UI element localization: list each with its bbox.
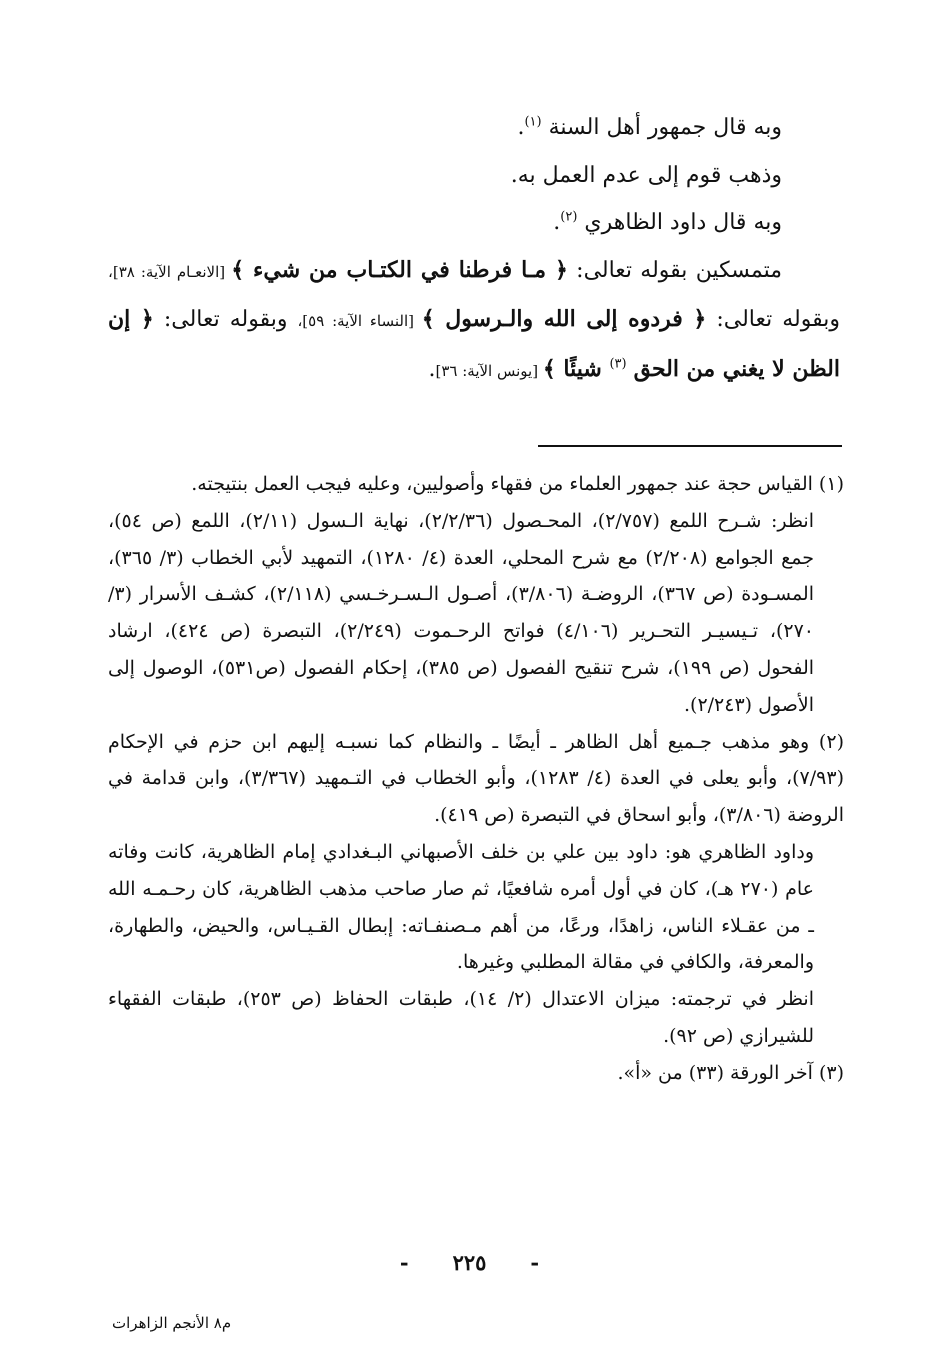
page-number-dash-left: - [399,1250,409,1275]
quran-quote-2: ﴿ فردوه إلى الله والـرسول ﴾ [421,306,707,332]
footnote-2-biography: وداود الظاهري هو: داود بين علي بن خلف الأصبهاني البـغدادي إمام الظاهرية، كانت وفاته عام (٢٧٠ هـ)، كان في أول أمره شافعيًا، ثم صار صاحب مذهب الظاهرية، كان رحـمـه الله ـ من عقـلاء الناس، زاهدًا، ورعًا، من أهم مـصنفـاته: إبطال القـيـاس، والحيض، والطهارة، والمعرفة، والكافي في مقالة المطلبي وغيرها. [108,840,814,974]
footnote-2: (٢) وهو مذهب جـميع أهل الظاهر ـ أيضًا ـ والنظام كما نسبـه إليهم ابن حزم في الإحكام (٧/٩٣)، وأبو يعلى في العدة (٤/ ١٢٨٣)، وأبو الخطاب في التـمهيد (٣/٣٦٧)، وابن قدامة في الروضة (٣/٨٠٦)، وأبو اسحاق في التبصرة (ص ٤١٩). [108,730,844,827]
page-number [0,1250,939,1275]
page-number-dash-right: - [530,1250,540,1275]
main-line-2: وذهب قوم إلى عدم العمل به. [510,162,782,188]
footnote-2-sources: انظر في ترجمته: ميزان الاعتدال (٢/ ١٤)، طبقات الحفاظ (ص ٢٥٣)، طبقات الفقهاء للشيرازي (ص ٩٢). [108,988,814,1047]
main-text [108,104,840,395]
footnotes [108,466,844,1092]
footnote-mark-1[interactable]: (١) [524,114,542,130]
printer-signature: م٨ الأنجم الزاهرات [112,1314,232,1332]
footnote-1: (١) القياس حجة عند جمهور العلماء من فقهاء وأصوليين، وعليه فيجب العمل بنتيجته. [191,473,844,495]
main-line-1: وبه قال جمهور أهل السنة $^{(١)}$. [517,114,782,140]
footnote-1-references: انظر: شـرح اللمع (٢/٧٥٧)، المحـصول (٢/٢/٣٦)، نهاية الـسول (٢/١١)، اللمع (ص ٥٤)، جمع الجوامع (٢/٢٠٨) مع شرح المحلي، العدة (٤/ ١٢٨٠)، التمهيد لأبي الخطاب (٣/ ٣٦٥)، المسـودة (ص ٣٦٧)، الروضـة (٣/٨٠٦)، أصـول الـسـرخـسي (٢/١١٨)، كشـف الأسرار (٣/ ٢٧٠)، تـيسيـر التحـرير (٤/١٠٦) فواتح الرحـموت (٢/٢٤٩)، التبصرة (ص ٤٢٤)، ارشاد الفحول (ص ١٩٩)، شرح تنقيح الفصول (ص ٣٨٥)، إحكام الفصول (ص٥٣١)، الوصول إلى الأصول (٢/٢٤٣). [108,509,815,716]
quran-quote-1: ﴿ مـا فرطنا في الكتـاب من شيء ﴾ [231,256,568,283]
quran-quote-3: ﴿ إن الظن لا يغني من الحق [108,306,840,382]
footnote-3: (٣) آخر الورقة (٣٣) من «أ». [617,1061,844,1084]
footnote-separator [538,445,842,447]
quran-ref-3: [يونس الآية: ٣٦] [435,361,543,380]
quran-ref-1: [الانعـام الآية: ٣٨]، [108,262,232,281]
main-line-3: وبه قال داود الظاهري $^{(٢)}$. [553,209,782,235]
footnote-mark-2[interactable]: (٢) [560,209,578,225]
quran-ref-2: [النساء الآية: ٥٩]، [297,312,422,330]
main-paragraph-quotes: متمسكين بقوله تعالى: ﴿ مـا فرطنا في الكتـاب من شيء ﴾ [الانعـام الآية: ٣٨]، وبقوله تعالى: ﴿ فردوه إلى الله والـرسول ﴾ [النساء الآية: ٥٩]، وبقوله تعالى: ﴿ إن الظن لا يغني من الحق $^{(٣)}$ شيئًا ﴾ [يونس الآية: ٣٦]. [108,256,840,382]
page-number-value: ٢٢٥ [452,1250,487,1275]
footnote-mark-3[interactable]: (٣) [609,356,627,372]
